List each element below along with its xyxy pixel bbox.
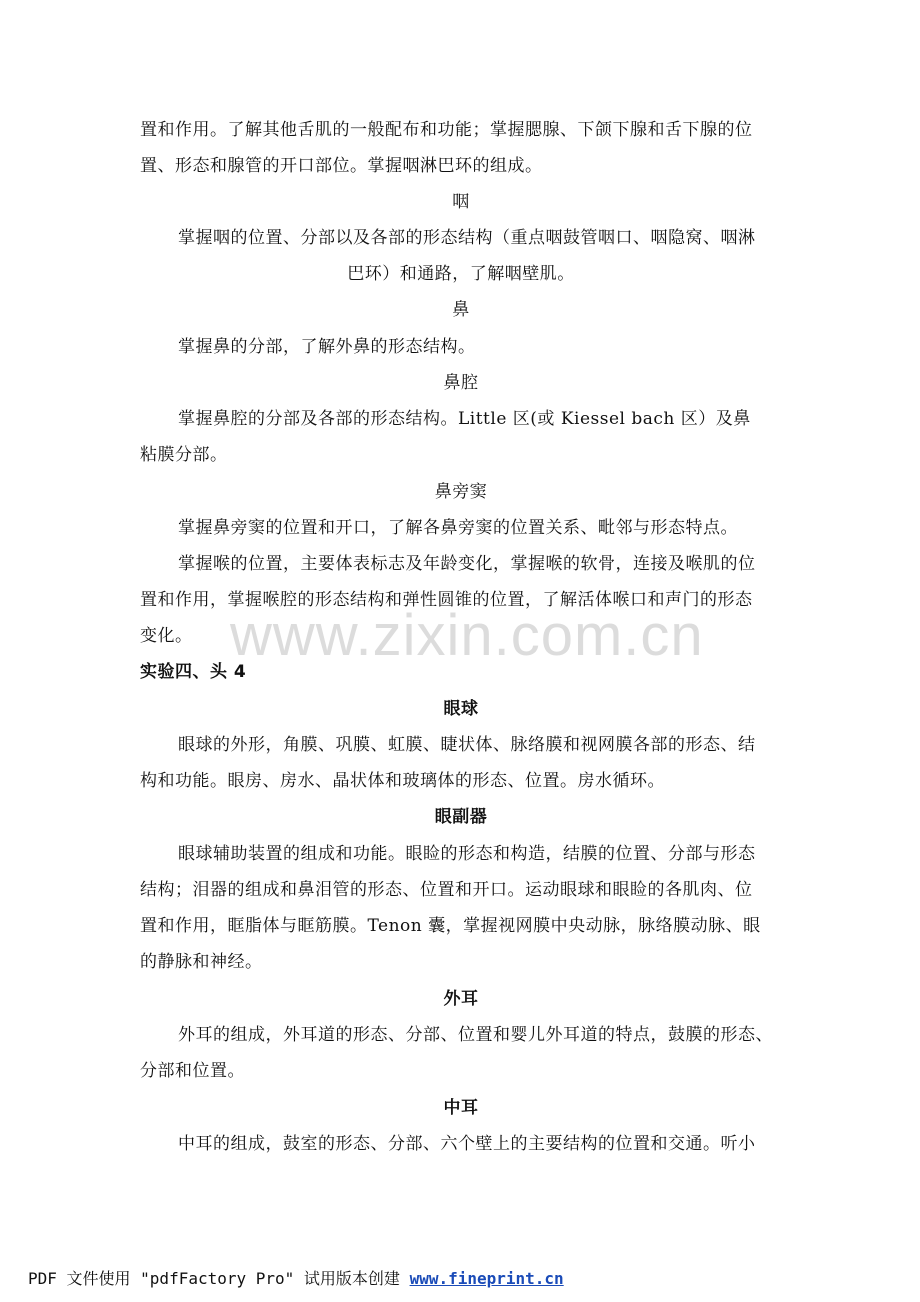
paragraph-line: 眼球辅助装置的组成和功能。眼睑的形态和构造，结膜的位置、分部与形态	[178, 844, 756, 864]
footer-text: PDF 文件使用 "pdfFactory Pro" 试用版本创建	[28, 1269, 410, 1288]
pdf-footer	[28, 1266, 564, 1289]
paragraph-line: 置和作用，眶脂体与眶筋膜。Tenon 囊，掌握视网膜中央动脉，脉络膜动脉、眼	[140, 916, 761, 936]
paragraph-line: 结构；泪器的组成和鼻泪管的形态、位置和开口。运动眼球和眼睑的各肌肉、位	[140, 880, 753, 900]
paragraph-line: 掌握鼻旁窦的位置和开口，了解各鼻旁窦的位置关系、毗邻与形态特点。	[178, 518, 738, 538]
section-heading: 鼻旁窦	[434, 482, 488, 502]
paragraph-line: 置和作用。了解其他舌肌的一般配布和功能；掌握腮腺、下颌下腺和舌下腺的位	[140, 120, 753, 140]
fineprint-link[interactable]: www.fineprint.cn	[409, 1269, 564, 1288]
section-heading: 中耳	[443, 1098, 479, 1118]
section-heading: 鼻腔	[443, 373, 479, 393]
paragraph-line: 置和作用，掌握喉腔的形态结构和弹性圆锥的位置，了解活体喉口和声门的形态	[140, 590, 753, 610]
paragraph-line: 掌握喉的位置，主要体表标志及年龄变化，掌握喉的软骨，连接及喉肌的位	[178, 554, 756, 574]
chapter-heading: 实验四、头 4	[140, 662, 247, 682]
section-heading: 眼副器	[434, 807, 488, 827]
section-heading: 眼球	[443, 699, 479, 719]
paragraph-line: 掌握咽的位置、分部以及各部的形态结构（重点咽鼓管咽口、咽隐窝、咽淋	[178, 228, 756, 248]
paragraph-line: 构和功能。眼房、房水、晶状体和玻璃体的形态、位置。房水循环。	[140, 771, 665, 791]
section-heading: 外耳	[443, 989, 479, 1009]
watermark: www.zixin.com.cn	[230, 603, 704, 668]
paragraph-line: 的静脉和神经。	[140, 952, 263, 972]
paragraph-line: 外耳的组成，外耳道的形态、分部、位置和婴儿外耳道的特点，鼓膜的形态、	[178, 1025, 773, 1045]
section-heading: 鼻	[452, 300, 470, 320]
paragraph-line: 掌握鼻的分部，了解外鼻的形态结构。	[178, 337, 476, 357]
paragraph-line: 置、形态和腺管的开口部位。掌握咽淋巴环的组成。	[140, 156, 543, 176]
paragraph-line: 中耳的组成，鼓室的形态、分部、六个壁上的主要结构的位置和交通。听小	[178, 1134, 756, 1154]
paragraph-line: 变化。	[140, 626, 193, 646]
paragraph-line: 巴环）和通路，了解咽壁肌。	[347, 264, 575, 284]
paragraph-line: 眼球的外形，角膜、巩膜、虹膜、睫状体、脉络膜和视网膜各部的形态、结	[178, 735, 756, 755]
section-heading: 咽	[452, 192, 470, 212]
paragraph-line: 分部和位置。	[140, 1061, 245, 1081]
paragraph-line: 粘膜分部。	[140, 445, 228, 465]
paragraph-line: 掌握鼻腔的分部及各部的形态结构。Little 区(或 Kiessel bach 区）及鼻	[178, 409, 751, 429]
